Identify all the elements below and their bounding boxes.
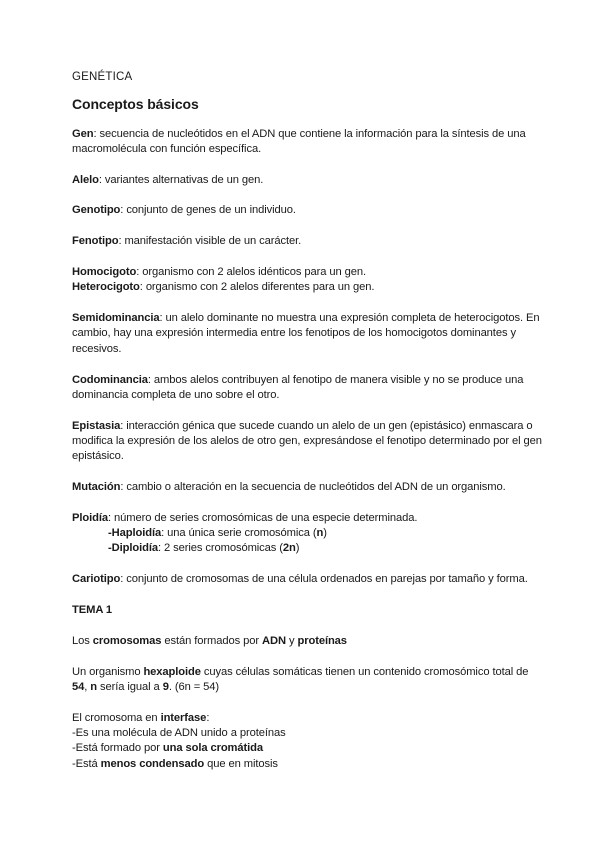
definition-heterocigoto <box>72 280 542 295</box>
term-genotipo: Genotipo <box>72 204 121 217</box>
close-haploidia: ) <box>323 527 327 540</box>
paragraph-cromosomas <box>72 634 542 649</box>
term-cariotipo: Cariotipo <box>72 573 121 586</box>
def-haploidia: : una única serie cromosómica ( <box>161 527 317 540</box>
def-alelo: : variantes alternativas de un gen. <box>98 173 264 186</box>
def-heterocigoto: : organismo con 2 alelos diferentes para un gen. <box>139 281 375 294</box>
bold-span: proteínas <box>297 634 347 647</box>
def-gen: : secuencia de nucleótidos en el ADN que contiene la información para la síntesis de una macromolécula con función específica. <box>72 127 526 155</box>
paragraph-interfase <box>72 711 542 726</box>
bold-span: cromosomas <box>92 634 162 647</box>
bold-span: n <box>90 680 98 693</box>
text-span: . (6n = 54) <box>168 680 220 693</box>
bold-span: 54 <box>72 680 85 693</box>
definition-homocigoto <box>72 265 542 280</box>
text-span: sería igual a <box>97 680 163 693</box>
def-genotipo: : conjunto de genes de un individuo. <box>120 204 296 217</box>
interfase-item-1: -Es una molécula de ADN unido a proteínas <box>72 727 286 740</box>
def-epistasia: : interacción génica que sucede cuando un alelo de un gen (epistásico) enmascara o modifica la expresión de los alelos de otro gen, expresándose el fenotipo determinado por el gen epistásico. <box>72 419 542 463</box>
definition-cariotipo <box>72 572 542 587</box>
definition-mutacion <box>72 480 542 495</box>
bold-span: hexaploide <box>143 665 201 678</box>
def-homocigoto: : organismo con 2 alelos idénticos para un gen. <box>136 266 367 279</box>
bold-span: 9 <box>162 680 169 693</box>
definition-epistasia <box>72 419 542 465</box>
text-span: Los <box>72 634 93 647</box>
sym-haploidia: n <box>316 527 324 540</box>
definition-semidominancia <box>72 311 542 357</box>
text-span: -Está <box>72 757 101 770</box>
definition-ploidia <box>72 511 542 526</box>
tema-heading <box>72 603 542 618</box>
term-fenotipo: Fenotipo <box>72 235 119 248</box>
definition-haploidia <box>72 526 542 541</box>
interfase-item-2 <box>72 741 542 756</box>
term-homocigoto: Homocigoto <box>72 266 137 279</box>
text-span: : <box>206 711 210 724</box>
term-mutacion: Mutación <box>72 481 121 494</box>
definition-gen <box>72 127 542 158</box>
def-mutacion: : cambio o alteración en la secuencia de nucleótidos del ADN de un organismo. <box>120 481 506 494</box>
text-span: cuyas células somáticas tienen un contenido cromosómico total de <box>200 665 529 678</box>
bold-span: una sola cromátida <box>162 742 264 755</box>
text-span: y <box>285 634 298 647</box>
term-semidominancia: Semidominancia <box>72 312 160 325</box>
document-title: GENÉTICA <box>72 71 133 83</box>
term-haploidia: -Haploidía <box>108 527 162 540</box>
definition-genotipo <box>72 203 542 218</box>
close-diploidia: ) <box>295 542 300 555</box>
definition-alelo <box>72 173 542 188</box>
def-codominancia: : ambos alelos contribuyen al fenotipo de manera visible y no se produce una dominancia completa de uno sobre el otro. <box>72 373 524 401</box>
term-heterocigoto: Heterocigoto <box>72 281 140 294</box>
text-span: que en mitosis <box>204 757 278 770</box>
term-codominancia: Codominancia <box>72 373 148 386</box>
term-alelo: Alelo <box>72 173 99 186</box>
text-span: están formados por <box>161 634 262 647</box>
text-span: -Está formado por <box>72 742 163 755</box>
def-cariotipo: : conjunto de cromosomas de una célula ordenados en parejas por tamaño y forma. <box>120 573 528 586</box>
def-diploidia: : 2 series cromosómicas ( <box>157 542 283 555</box>
tema-label: TEMA 1 <box>72 604 113 617</box>
bold-span: menos condensado <box>100 757 205 770</box>
bold-span: interfase <box>160 711 207 724</box>
paragraph-hexaploide <box>72 665 542 696</box>
term-diploidia: -Diploidía <box>108 542 158 555</box>
term-epistasia: Epistasia <box>72 419 121 432</box>
term-ploidia: Ploidía <box>72 511 108 524</box>
document-page <box>72 70 542 772</box>
section-heading: Conceptos básicos <box>72 96 199 113</box>
text-span: , <box>84 680 91 693</box>
def-semidominancia: : un alelo dominante no muestra una expresión completa de heterocigotos. En cambio, hay una expresión intermedia entre los fenotipos de los homocigotos dominantes y recesivos. <box>72 312 540 355</box>
definition-fenotipo <box>72 234 542 249</box>
definition-codominancia <box>72 373 542 404</box>
text-span: El cromosoma en <box>72 711 161 724</box>
def-ploidia: : número de series cromosómicas de una especie determinada. <box>107 511 418 524</box>
interfase-item-3 <box>72 757 542 772</box>
term-gen: Gen <box>72 127 94 140</box>
bold-span: ADN <box>262 634 286 647</box>
text-span: Un organismo <box>72 665 144 678</box>
def-fenotipo: : manifestación visible de un carácter. <box>118 235 302 248</box>
sym-diploidia: 2n <box>282 542 296 555</box>
definition-diploidia <box>72 541 542 556</box>
